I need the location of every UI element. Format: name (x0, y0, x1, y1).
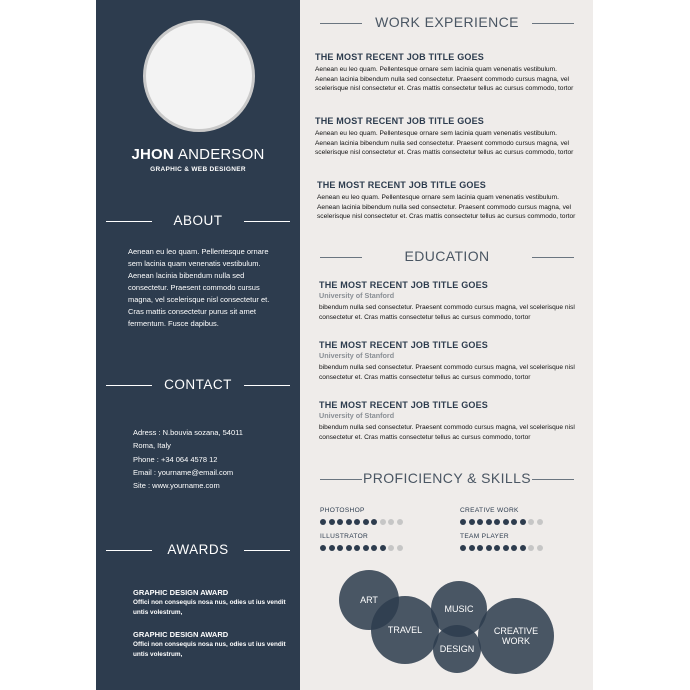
skill-label: ILLUSTRATOR (320, 533, 369, 540)
interest-creative-work: CREATIVE WORK (478, 598, 554, 674)
interest-travel: TRAVEL (371, 596, 439, 664)
first-name: JHON (131, 146, 174, 163)
rating-dot-filled (460, 545, 466, 551)
heading-rule (244, 385, 290, 386)
education-school: University of Stanford (319, 411, 395, 420)
award-item (133, 588, 293, 618)
rating-dot-empty (528, 519, 534, 525)
heading-rule (244, 221, 290, 222)
rating-dot-empty (537, 545, 543, 551)
heading-rule (244, 550, 290, 551)
rating-dot-filled (511, 545, 517, 551)
education-title: THE MOST RECENT JOB TITLE GOES (319, 340, 489, 350)
skill-label: CREATIVE WORK (460, 507, 519, 514)
rating-dot-filled (371, 545, 377, 551)
rating-dot-filled (486, 519, 492, 525)
rating-dot-filled (380, 545, 386, 551)
skill-photoshop (320, 506, 440, 525)
award-title: GRAPHIC DESIGN AWARD (133, 588, 229, 597)
education-heading (316, 248, 578, 266)
education-title: THE MOST RECENT JOB TITLE GOES (319, 280, 489, 290)
interest-art: ART (339, 570, 399, 630)
contact-heading-text: CONTACT (164, 377, 232, 392)
work-title: THE MOST RECENT JOB TITLE GOES (315, 116, 485, 126)
work-item (317, 179, 579, 222)
contact-site: Site : www.yourname.com (133, 481, 220, 491)
rating-dot-filled (337, 519, 343, 525)
work-heading (316, 14, 578, 32)
contact-address: Adress : N.bouvia sozana, 54011 (133, 428, 243, 437)
education-desc: bibendum nulla sed consectetur. Praesent commodo cursus magna, vel scelerisque nisl consectetur et. Cras mattis consectetur tellus ac cursus commodo, tortor (319, 364, 575, 381)
job-title: GRAPHIC & WEB DESIGNER (150, 166, 246, 173)
rating-dot-filled (494, 519, 500, 525)
skill-label: PHOTOSHOP (320, 507, 365, 514)
rating-dot-empty (537, 519, 543, 525)
skills-heading (316, 470, 578, 488)
award-desc: Offici non consequis nosa nus, odies ut ius vendit untis volestrum, (133, 641, 286, 658)
education-school: University of Stanford (319, 291, 395, 300)
rating-dot-filled (346, 545, 352, 551)
rating-dot-filled (469, 545, 475, 551)
contact-city: Roma, Italy (133, 441, 171, 451)
rating-dot-filled (363, 545, 369, 551)
rating-dot-filled (363, 519, 369, 525)
rating-dot-filled (329, 519, 335, 525)
award-item (133, 630, 293, 660)
rating-dot-empty (388, 519, 394, 525)
rating-dot-filled (469, 519, 475, 525)
rating-dot-empty (388, 545, 394, 551)
resume-page (96, 0, 593, 690)
about-heading (106, 213, 290, 229)
education-item (319, 339, 581, 382)
awards-heading-text: AWARDS (167, 542, 229, 557)
education-desc: bibendum nulla sed consectetur. Praesent commodo cursus magna, vel scelerisque nisl consectetur et. Cras mattis consectetur tellus ac cursus commodo, tortor (319, 304, 575, 321)
contact-phone: Phone : +34 064 4578 12 (133, 454, 218, 464)
contact-details (133, 426, 293, 492)
skill-team-player (460, 532, 580, 551)
awards-heading (106, 542, 290, 558)
rating-dot-filled (346, 519, 352, 525)
work-desc: Aenean eu leo quam. Pellentesque ornare sem lacinia quam venenatis vestibulum. Aenean lacinia bibendum nulla sed consectetur. Praesent commodo cursus magna, vel scelerisque nisl consectetur et. Cras mattis consectetur tellus ac cursus commodo, tortor (315, 66, 574, 93)
rating-dot-filled (511, 519, 517, 525)
skills-heading-text: PROFICIENCY & SKILLS (362, 470, 531, 486)
interests-bubbles (300, 562, 593, 690)
education-item (319, 399, 581, 442)
award-title: GRAPHIC DESIGN AWARD (133, 630, 229, 639)
education-heading-text: EDUCATION (404, 248, 490, 264)
rating-dot-filled (337, 545, 343, 551)
work-heading-text: WORK EXPERIENCE (375, 14, 519, 30)
heading-rule (532, 23, 574, 24)
profile-photo-placeholder (143, 20, 255, 132)
skill-rating (460, 545, 580, 551)
contact-email: Email : yourname@email.com (133, 467, 234, 477)
rating-dot-filled (486, 545, 492, 551)
last-name: ANDERSON (177, 146, 265, 163)
full-name (96, 146, 300, 163)
rating-dot-filled (371, 519, 377, 525)
rating-dot-filled (520, 519, 526, 525)
rating-dot-empty (380, 519, 386, 525)
interest-music: MUSIC (431, 581, 487, 637)
rating-dot-filled (460, 519, 466, 525)
rating-dot-filled (320, 545, 326, 551)
rating-dot-filled (354, 519, 360, 525)
interest-design: DESIGN (433, 625, 481, 673)
award-desc: Offici non consequis nosa nus, odies ut ius vendit untis volestrum, (133, 599, 286, 616)
about-heading-text: ABOUT (173, 213, 223, 228)
about-text: Aenean eu leo quam. Pellentesque ornare sem lacinia quam venenatis vestibulum. Aenean lacinia bibendum nulla sed consectetur. Praesent commodo cursus magna, vel scelerisque nisl consectetur et. Cras mattis consectetur purus sit amet fermentum. Fusce dapibus. (128, 247, 270, 328)
rating-dot-filled (520, 545, 526, 551)
main-content (300, 0, 593, 690)
education-school: University of Stanford (319, 351, 395, 360)
skill-creative-work (460, 506, 580, 525)
rating-dot-filled (329, 545, 335, 551)
heading-rule (532, 479, 574, 480)
skill-rating (460, 519, 580, 525)
rating-dot-empty (397, 519, 403, 525)
work-title: THE MOST RECENT JOB TITLE GOES (317, 180, 487, 190)
sidebar (96, 0, 300, 690)
work-title: THE MOST RECENT JOB TITLE GOES (315, 52, 485, 62)
work-item (315, 115, 577, 158)
rating-dot-filled (477, 545, 483, 551)
education-desc: bibendum nulla sed consectetur. Praesent commodo cursus magna, vel scelerisque nisl consectetur et. Cras mattis consectetur tellus ac cursus commodo, tortor (319, 424, 575, 441)
heading-rule (532, 257, 574, 258)
rating-dot-filled (477, 519, 483, 525)
education-item (319, 279, 581, 322)
education-title: THE MOST RECENT JOB TITLE GOES (319, 400, 489, 410)
skill-label: TEAM PLAYER (460, 533, 509, 540)
rating-dot-filled (503, 519, 509, 525)
skill-rating (320, 545, 440, 551)
skill-rating (320, 519, 440, 525)
rating-dot-filled (494, 545, 500, 551)
rating-dot-empty (397, 545, 403, 551)
rating-dot-filled (320, 519, 326, 525)
work-desc: Aenean eu leo quam. Pellentesque ornare sem lacinia quam venenatis vestibulum. Aenean lacinia bibendum nulla sed consectetur. Praesent commodo cursus magna, vel scelerisque nisl consectetur et. Cras mattis consectetur tellus ac cursus commodo, tortor (317, 194, 576, 221)
skill-illustrator (320, 532, 440, 551)
contact-heading (106, 377, 290, 393)
work-item (315, 51, 577, 94)
work-desc: Aenean eu leo quam. Pellentesque ornare sem lacinia quam venenatis vestibulum. Aenean lacinia bibendum nulla sed consectetur. Praesent commodo cursus magna, vel scelerisque nisl consectetur et. Cras mattis consectetur tellus ac cursus commodo, tortor (315, 130, 574, 157)
rating-dot-empty (528, 545, 534, 551)
rating-dot-filled (503, 545, 509, 551)
rating-dot-filled (354, 545, 360, 551)
